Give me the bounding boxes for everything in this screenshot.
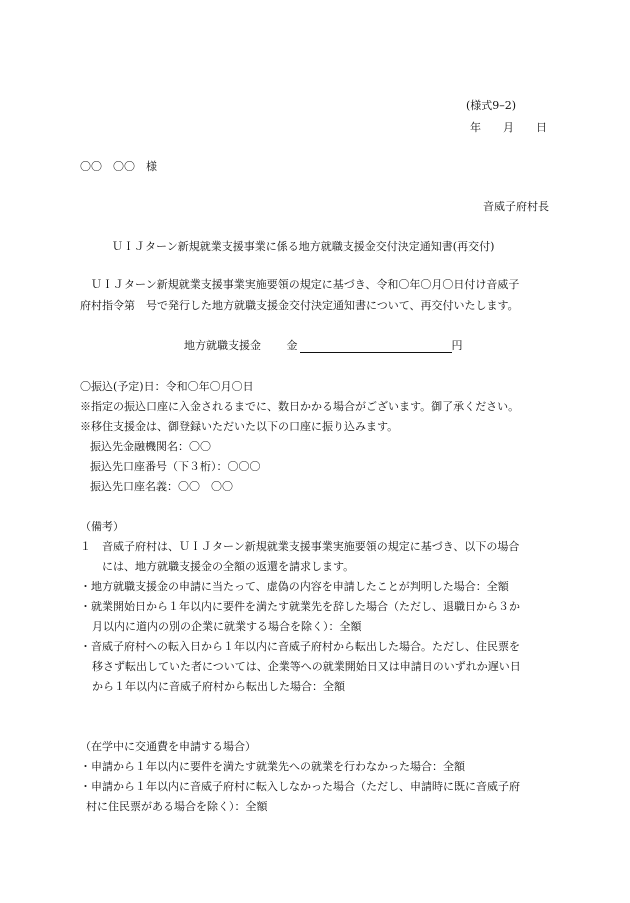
remarks-heading: （備考） xyxy=(80,520,124,533)
student-bullet-2-line-1: ・申請から１年以内に音威子府村に転入しなかった場合（ただし、申請時に既に音威子府 xyxy=(80,780,520,793)
payment-note-1: ※指定の振込口座に入金されるまでに、数日かかる場合がございます。御了承ください。 xyxy=(80,400,520,413)
intro-line-2: 府村指令第 号で発行した地方就職支援金交付決定通知書について、再交付いたします。 xyxy=(80,299,519,312)
amount-label: 地方就職支援金 xyxy=(184,339,261,352)
date-placeholder: 年 月 日 xyxy=(470,121,547,134)
amount-prefix: 金 xyxy=(286,339,298,352)
student-bullet-2-line-2: 村に住民票がある場合を除く）：全額 xyxy=(86,800,268,813)
student-bullet-1: ・申請から１年以内に要件を満たす就業先への就業を行わなかった場合：全額 xyxy=(80,760,465,773)
account-number: 振込先口座番号（下３桁）：〇〇〇 xyxy=(90,460,261,473)
document-title: ＵＩＪターン新規就業支援事業に係る地方就職支援金交付決定通知書(再交付) xyxy=(112,240,495,253)
amount-row xyxy=(184,337,463,353)
student-heading: （在学中に交通費を申請する場合） xyxy=(80,740,256,753)
payment-date: 〇振込(予定)日：令和〇年〇月〇日 xyxy=(80,380,254,393)
remarks-bullet-2-line-1: ・就業開始日から１年以内に要件を満たす就業先を辞した場合（ただし、退職日から３か xyxy=(80,600,520,613)
account-holder: 振込先口座名義：〇〇 〇〇 xyxy=(90,480,233,493)
bank-name: 振込先金融機関名：〇〇 xyxy=(90,440,211,453)
form-number: (様式9–2) xyxy=(466,99,517,112)
remarks-bullet-1: ・地方就職支援金の申請に当たって、虚偽の内容を申請したことが判明した場合：全額 xyxy=(80,580,509,593)
amount-suffix: 円 xyxy=(451,339,463,352)
remarks-bullet-3-line-1: ・音威子府村への転入日から１年以内に音威子府村から転出した場合。ただし、住民票を xyxy=(80,640,520,653)
remarks-bullet-2-line-2: 月以内に道内の別の企業に就業する場合を除く）：全額 xyxy=(92,620,362,633)
amount-blank-line xyxy=(300,340,452,353)
recipient-name: 〇〇 〇〇 様 xyxy=(80,160,157,173)
remarks-item-1-line-2: には、地方就職支援金の全額の返還を請求します。 xyxy=(102,560,355,573)
sender-name: 音威子府村長 xyxy=(483,200,549,213)
intro-line-1: ＵＩＪターン新規就業支援事業実施要領の規定に基づき、令和〇年〇月〇日付け音威子 xyxy=(80,278,520,291)
payment-note-2: ※移住支援金は、御登録いただいた以下の口座に振り込みます。 xyxy=(80,420,399,433)
remarks-bullet-3-line-2: 移さず転出していた者については、企業等への就業開始日又は申請日のいずれか遅い日 xyxy=(92,660,521,673)
remarks-item-1-line-1: １ 音威子府村は、ＵＩＪターン新規就業支援事業実施要領の規定に基づき、以下の場合 xyxy=(80,540,520,553)
remarks-bullet-3-line-3: から１年以内に音威子府村から転出した場合：全額 xyxy=(92,680,345,693)
